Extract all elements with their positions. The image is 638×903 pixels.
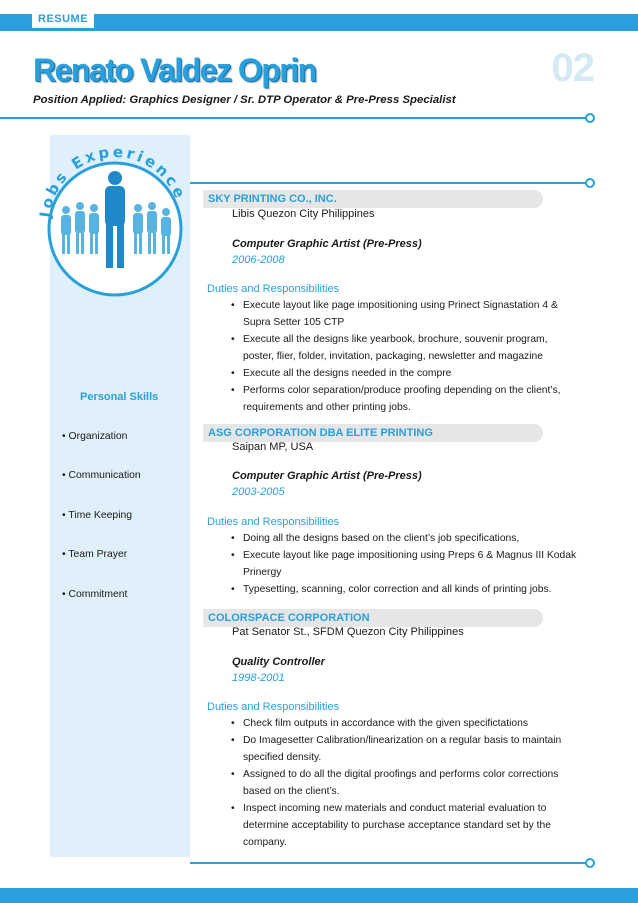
header-rule-end-icon bbox=[585, 113, 595, 123]
job-role: Quality Controller bbox=[232, 656, 325, 668]
skill-item: • Communication bbox=[62, 470, 141, 481]
duties-list bbox=[231, 715, 561, 851]
duty-item-continued: Supra Setter 105 CTP bbox=[243, 317, 345, 328]
duties-heading: Duties and Responsibilities bbox=[207, 283, 340, 295]
job-location: Saipan MP, USA bbox=[232, 441, 314, 453]
duty-item: • Execute layout like page impositioning using Prinect Signastation 4 & bbox=[231, 297, 561, 314]
personal-skills-title: Personal Skills bbox=[80, 391, 159, 403]
page-number: 02 bbox=[551, 46, 594, 90]
duties-heading: Duties and Responsibilities bbox=[207, 516, 340, 528]
header-rule bbox=[0, 117, 586, 119]
section-rule-end-icon bbox=[585, 178, 595, 188]
duty-item: • Execute all the designs needed in the compre bbox=[231, 365, 561, 382]
resume-tag: RESUME bbox=[32, 0, 94, 28]
skill-item: • Commitment bbox=[62, 589, 128, 600]
bottom-accent-bar bbox=[0, 888, 638, 903]
footer-rule-end-icon bbox=[585, 858, 595, 868]
duty-item-continued: company. bbox=[243, 837, 287, 848]
job-location: Libis Quezon City Philippines bbox=[232, 208, 375, 220]
job-role: Computer Graphic Artist (Pre-Press) bbox=[232, 470, 422, 482]
duty-item-continued: determine acceptability to purchase acceptance standard set by the bbox=[243, 820, 551, 831]
company-header-colorspace: COLORSPACE CORPORATION bbox=[203, 609, 543, 627]
duty-item-continued: requirements and other printing jobs. bbox=[243, 402, 411, 413]
duty-item: • Typesetting, scanning, color correction and all kinds of printing jobs. bbox=[231, 581, 576, 598]
job-location: Pat Senator St., SFDM Quezon City Philippines bbox=[232, 626, 464, 638]
duty-item: • Execute layout like page impositioning using Preps 6 & Magnus III Kodak bbox=[231, 547, 576, 564]
skill-item: • Time Keeping bbox=[62, 510, 133, 521]
duty-item: • Execute all the designs like yearbook, brochure, souvenir program, bbox=[231, 331, 561, 348]
footer-rule bbox=[190, 862, 586, 864]
duty-item: • Check film outputs in accordance with the given specifictations bbox=[231, 715, 561, 732]
job-years: 2006-2008 bbox=[232, 254, 285, 266]
duty-item-continued: Prinergy bbox=[243, 567, 282, 578]
duties-list bbox=[231, 530, 576, 598]
duty-item: • Do Imagesetter Calibration/linearization on a regular basis to maintain bbox=[231, 732, 561, 749]
duty-item-continued: specified density. bbox=[243, 752, 322, 763]
candidate-name: Renato Valdez Oprin bbox=[33, 52, 316, 88]
duty-item-continued: based on the client’s. bbox=[243, 786, 340, 797]
duty-item-continued: poster, flier, folder, invitation, packaging, newsletter and magazine bbox=[243, 351, 543, 362]
section-rule bbox=[190, 182, 586, 184]
duties-list bbox=[231, 297, 561, 416]
duty-item: • Assigned to do all the digital proofings and performs color corrections bbox=[231, 766, 561, 783]
company-header-sky-printing: SKY PRINTING CO., INC. bbox=[203, 190, 543, 208]
company-header-asg-corporation: ASG CORPORATION DBA ELITE PRINTING bbox=[203, 424, 543, 442]
jobs-experience-logo-icon bbox=[34, 132, 196, 302]
duty-item: • Doing all the designs based on the client’s job specifications, bbox=[231, 530, 576, 547]
job-years: 1998-2001 bbox=[232, 672, 285, 684]
job-role: Computer Graphic Artist (Pre-Press) bbox=[232, 238, 422, 250]
duty-item: • Inspect incoming new materials and conduct material evaluation to bbox=[231, 800, 561, 817]
skill-item: • Organization bbox=[62, 431, 128, 442]
job-years: 2003-2005 bbox=[232, 486, 285, 498]
skill-item: • Team Prayer bbox=[62, 549, 128, 560]
duty-item: • Performs color separation/produce proofing depending on the client’s, bbox=[231, 382, 561, 399]
duties-heading: Duties and Responsibilities bbox=[207, 701, 340, 713]
top-accent-bar bbox=[0, 14, 638, 31]
logo-arc-text: Jobs Experience bbox=[36, 142, 190, 219]
position-applied: Position Applied: Graphics Designer / Sr. DTP Operator & Pre-Press Specialist bbox=[33, 94, 456, 106]
